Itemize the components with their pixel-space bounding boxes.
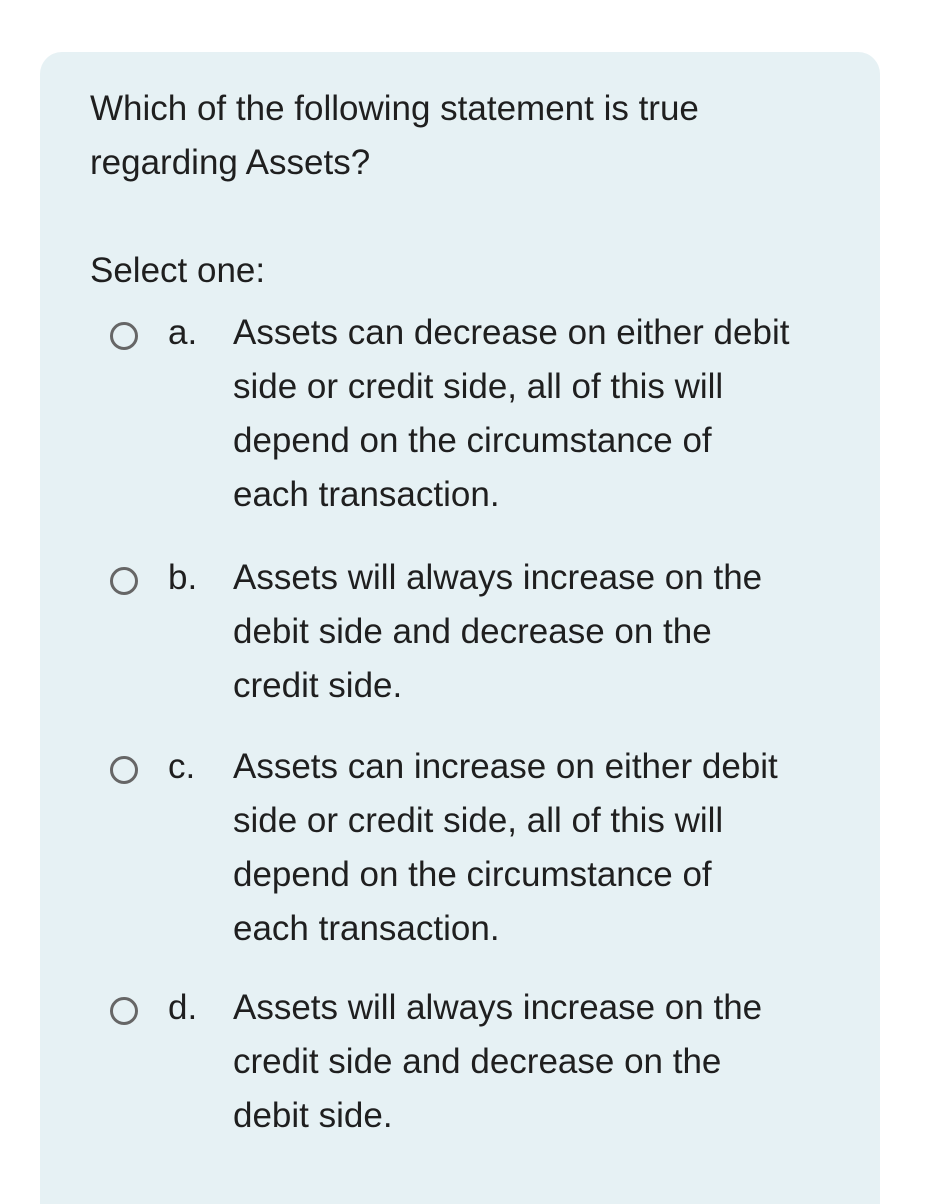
option-c-line-3: depend on the circumstance of xyxy=(233,855,712,894)
option-c-line-2: side or credit side, all of this will xyxy=(233,801,724,840)
option-a-line-1: Assets can decrease on either debit xyxy=(233,313,790,352)
option-d-line-2: credit side and decrease on the xyxy=(233,1042,722,1081)
option-b-line-1: Assets will always increase on the xyxy=(233,558,763,597)
radio-button-a[interactable] xyxy=(110,322,138,350)
radio-button-c[interactable] xyxy=(110,756,138,784)
option-b-text[interactable] xyxy=(233,551,833,713)
option-b-letter: b. xyxy=(168,558,198,597)
option-b-line-2: debit side and decrease on the xyxy=(233,612,712,651)
option-d-text[interactable] xyxy=(233,981,833,1143)
option-b[interactable] xyxy=(110,551,850,713)
question-line-2: regarding Assets? xyxy=(90,143,371,182)
option-a[interactable] xyxy=(110,306,850,522)
select-one-label: Select one: xyxy=(90,251,266,290)
option-c-line-4: each transaction. xyxy=(233,909,500,948)
question-line-1: Which of the following statement is true xyxy=(90,89,699,128)
option-a-line-3: depend on the circumstance of xyxy=(233,421,712,460)
radio-button-b[interactable] xyxy=(110,567,138,595)
option-c-letter: c. xyxy=(168,747,196,786)
question-text xyxy=(90,82,790,190)
option-d-line-3: debit side. xyxy=(233,1096,393,1135)
option-a-letter: a. xyxy=(168,313,198,352)
option-c-line-1: Assets can increase on either debit xyxy=(233,747,778,786)
option-c[interactable] xyxy=(110,740,850,956)
option-d-line-1: Assets will always increase on the xyxy=(233,988,763,1027)
option-a-line-4: each transaction. xyxy=(233,475,500,514)
option-b-line-3: credit side. xyxy=(233,666,403,705)
option-c-text[interactable] xyxy=(233,740,833,956)
option-d[interactable] xyxy=(110,981,850,1143)
option-a-line-2: side or credit side, all of this will xyxy=(233,367,724,406)
option-a-text[interactable] xyxy=(233,306,833,522)
option-d-letter: d. xyxy=(168,988,198,1027)
radio-button-d[interactable] xyxy=(110,997,138,1025)
